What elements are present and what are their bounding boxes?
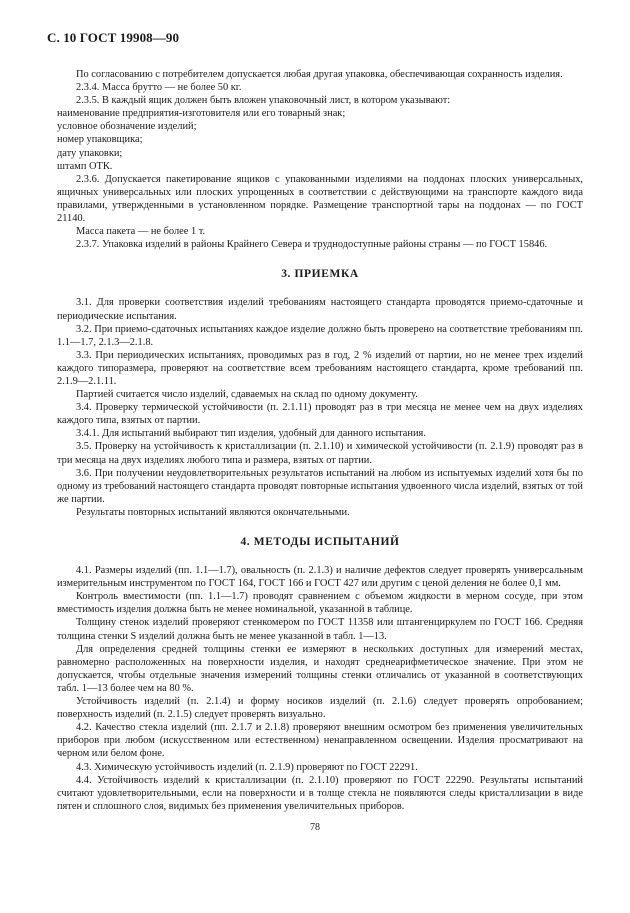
list-item: условное обозначение изделий; bbox=[57, 121, 197, 133]
page-number: 78 bbox=[310, 822, 320, 833]
paragraph-2-3-4: 2.3.4. Масса брутто — не более 50 кг. bbox=[76, 82, 242, 94]
paragraph-2-3-7: 2.3.7. Упаковка изделий в районы Крайнего Севера и труднодоступные районы страны — по ГОСТ 15846. bbox=[76, 239, 548, 251]
page-header: С. 10 ГОСТ 19908—90 bbox=[47, 30, 180, 45]
list-item: наименование предприятия-изготовителя или его товарный знак; bbox=[57, 108, 346, 120]
paragraph-3-1: 3.1. Для проверки соответствия изделий требованиям настоящего стандарта проводятся приемо-сдаточные и периодические испытания. bbox=[57, 297, 583, 322]
paragraph-3-5: 3.5. Проверку на устойчивость к кристаллизации (п. 2.1.10) и химической устойчивости (п. 2.1.9) проводят раз в три месяца на двух изделиях любого типа и размера, взятых от партии. bbox=[57, 441, 583, 466]
paragraph-3-3: 3.3. При периодических испытаниях, проводимых раз в год, 2 % изделий от партии, но не менее трех изделий каждого типоразмера, проверяют на соответствие всем требованиям настоящего стандарта, кроме требований пп. 2.1.9—2.1.11. bbox=[57, 349, 583, 387]
paragraph-wall-thickness: Толщину стенок изделий проверяют стенкомером по ГОСТ 11358 или штангенциркулем по ГОСТ 166. Средняя толщина стенки S изделий должна быть не менее указанной в табл. 1—13. bbox=[57, 617, 583, 642]
paragraph-3-6: 3.6. При получении неудовлетворительных результатов испытаний на любом из испытуемых изделий хотя бы по одному из требований настоящего стандарта проводят повторные испытания удвоенного числа изделий, взятых от той же партии. bbox=[57, 467, 583, 505]
paragraph-4-3: 4.3. Химическую устойчивость изделий (п. 2.1.9) проверяют по ГОСТ 22291. bbox=[76, 761, 418, 773]
paragraph-average-thickness: Для определения средней толщины стенки ее измеряют в нескольких доступных для измерений местах, равномерно расположенных на поверхности изделия, и находят среднеарифметическое значение. При этом не допускается, чтобы отдельные значения измерений толщины стенки отличались от указанной в соответствующих табл. 1—13 более чем на 80 %. bbox=[57, 643, 583, 694]
paragraph-2-3-6: 2.3.6. Допускается пакетирование ящиков с упакованными изделиями на поддонах плоских универсальных, ящичных универсальных или плоских упрощенных в соответствии с действующими на транспорте каждого вида правилами, утвержденными в установленном порядке. Размещение транспортной тары на поддонах — по ГОСТ 21140. bbox=[57, 173, 583, 225]
paragraph-package-mass: Масса пакета — не более 1 т. bbox=[76, 226, 206, 238]
section-heading-test-methods: 4. МЕТОДЫ ИСПЫТАНИЙ bbox=[240, 536, 400, 548]
paragraph-3-4-1: 3.4.1. Для испытаний выбирают тип изделия, удобный для данного испытания. bbox=[76, 428, 426, 440]
paragraph-3-2: 3.2. При приемо-сдаточных испытаниях каждое изделие должно быть проверено на соответствие требованиям пп. 1.1—1.7, 2.1.3—2.1.8. bbox=[57, 323, 583, 348]
paragraph-4-2: 4.2. Качество стекла изделий (пп. 2.1.7 и 2.1.8) проверяют внешним осмотром без применения увеличительных приборов при любом (искусственном или естественном) ненаправленном освещении. Изделия просматривают на черном или белом фоне. bbox=[57, 722, 583, 760]
paragraph-capacity-control: Контроль вместимости (пп. 1.1—1.7) проводят сравнением с объемом жидкости в мерном сосуде, при этом вместимость изделия должна быть не менее номинальной, указанной в таблице. bbox=[57, 591, 583, 616]
list-item: штамп ОТК. bbox=[57, 160, 113, 172]
paragraph-3-4: 3.4. Проверку термической устойчивости (п. 2.1.11) проводят раз в три месяца не менее чем на двух изделиях каждого типа, взятых от партии. bbox=[57, 402, 583, 427]
paragraph-stability: Устойчивость изделий (п. 2.1.4) и форму носиков изделий (п. 2.1.6) следует проверять опробованием; поверхность изделий (п. 2.1.5) следует проверять визуально. bbox=[57, 696, 583, 721]
list-item: дату упаковки; bbox=[57, 147, 123, 159]
list-item: номер упаковщика; bbox=[57, 134, 143, 146]
paragraph-4-4: 4.4. Устойчивость изделий к кристаллизации (п. 2.1.10) проверяют по ГОСТ 22290. Результаты испытаний считают удовлетворительными, если на поверхности и в толще стекла не появляются следы кристаллизации в виде пятен и сплошного слоя, видимых без применения увеличительных приборов. bbox=[57, 774, 583, 812]
page-body bbox=[57, 68, 583, 813]
paragraph-repeat-results: Результаты повторных испытаний являются окончательными. bbox=[76, 506, 350, 518]
paragraph-batch-definition: Партией считается число изделий, сдаваемых на склад по одному документу. bbox=[76, 389, 418, 401]
paragraph-4-1: 4.1. Размеры изделий (пп. 1.1—1.7), овальность (п. 2.1.3) и наличие дефектов следует проверять универсальным измерительным инструментом по ГОСТ 164, ГОСТ 166 и ГОСТ 427 или другим с ценой деления не более 0,1 мм. bbox=[57, 565, 583, 590]
paragraph-packaging-agreement: По согласованию с потребителем допускается любая другая упаковка, обеспечивающая сохранность изделия. bbox=[76, 69, 563, 80]
section-heading-acceptance: 3. ПРИЕМКА bbox=[281, 268, 359, 281]
paragraph-2-3-5: 2.3.5. В каждый ящик должен быть вложен упаковочный лист, в котором указывают: bbox=[76, 95, 451, 107]
